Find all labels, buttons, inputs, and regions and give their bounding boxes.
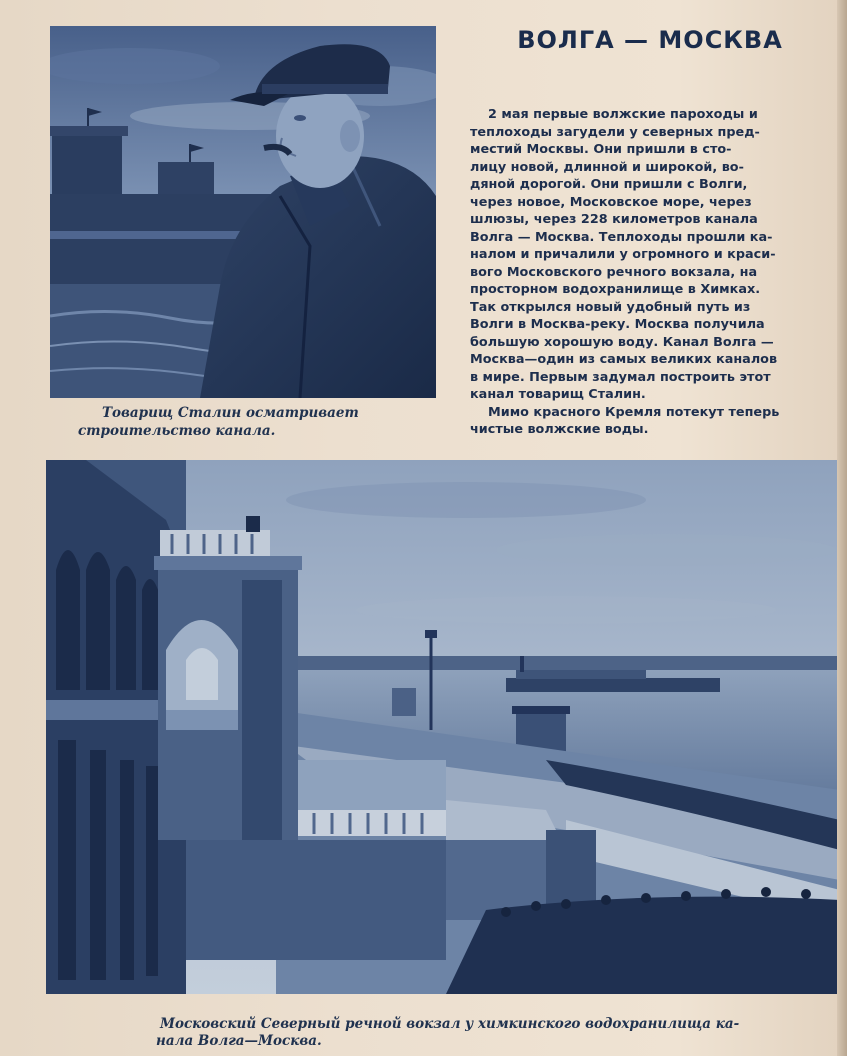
article-line: Мимо красного Кремля потекут теперь — [488, 404, 780, 420]
article-line: лицу новой, длинной и широкой, во- — [470, 159, 744, 175]
article-line: 2 мая первые волжские пароходы и — [488, 107, 758, 122]
article-line: чистые волжские воды. — [470, 422, 649, 437]
article-line: Волги в Москва-реку. Москва получила — [470, 317, 765, 332]
article-paragraph — [470, 106, 806, 404]
photo-river-station — [46, 460, 840, 994]
photo-bottom-caption — [156, 1016, 820, 1050]
article-line: большую хорошую воду. Канал Волга — — [470, 334, 774, 350]
caption-line: строительство канала. — [78, 423, 276, 439]
article-line: Москва—один из самых великих каналов — [470, 352, 778, 367]
caption-line: Московский Северный речной вокзал у химкинского водохранилища ка- — [160, 1016, 740, 1032]
article-line: Волга — Москва. Теплоходы прошли ка- — [470, 229, 773, 245]
article-line: через новое, Московское море, через — [470, 194, 752, 210]
page-edge — [837, 0, 847, 1056]
article-line: просторном водохранилище в Химках. — [470, 282, 761, 297]
article-line: теплоходы загудели у северных пред- — [470, 124, 760, 140]
article-line: дяной дорогой. Они пришли с Волги, — [470, 177, 748, 192]
article-line: налом и причалили у огромного и краси- — [470, 247, 776, 262]
article-line: шлюзы, через 228 километров канала — [470, 212, 758, 227]
article-line: канал товарищ Сталин. — [470, 387, 646, 402]
article-title: ВОЛГА — МОСКВА — [517, 26, 783, 54]
caption-line: нала Волга—Москва. — [156, 1033, 322, 1049]
photo-stalin-inspecting — [50, 26, 436, 398]
article-line: Так открылся новый удобный путь из — [470, 299, 751, 315]
article-line: в мире. Первым задумал построить этот — [470, 369, 771, 385]
caption-line: Товарищ Сталин осматривает — [102, 405, 359, 421]
photo-top-caption — [78, 404, 438, 440]
article-line: местий Москвы. Они пришли в сто- — [470, 142, 732, 157]
article-line: вого Московского речного вокзала, на — [470, 264, 758, 280]
article-body — [470, 106, 806, 439]
article-paragraph — [470, 404, 806, 439]
